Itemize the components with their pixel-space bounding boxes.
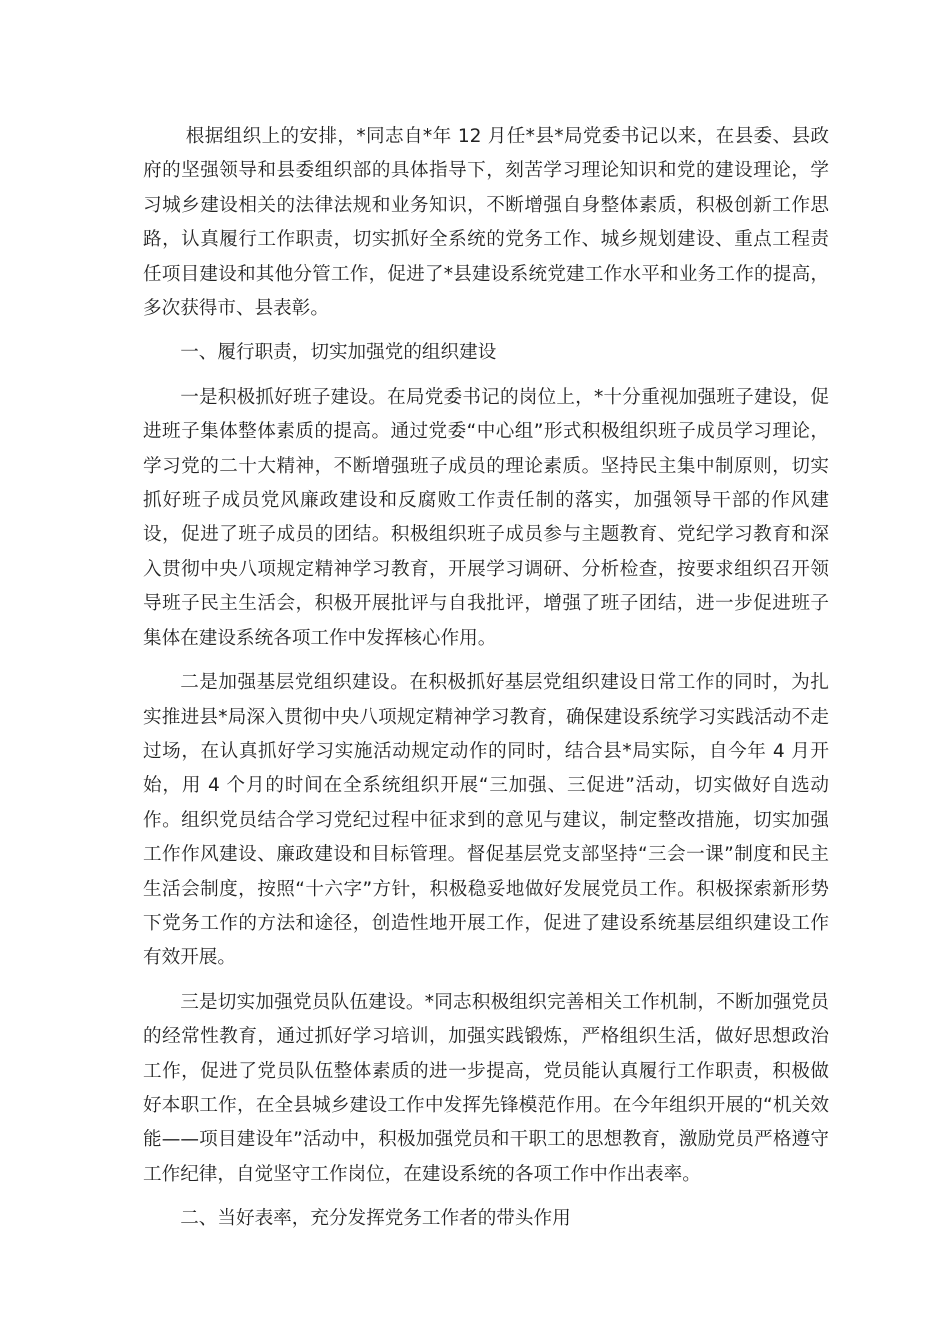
section-heading-2: 二、当好表率，充分发挥党务工作者的带头作用 <box>180 1208 571 1230</box>
body-paragraph-leadership: 一是积极抓好班子建设。在局党委书记的岗位上，*十分重视加强班子建设，促进班子集体整体素质的提高。通过党委“中心组”形式积极组织班子成员学习理论，学习党的二十大精神，不断增强班子成员的理论素质。坚持民主集中制原则，切实抓好班子成员党风廉政建设和反腐败工作责任制的落实，加强领导干部的作风建设，促进了班子成员的团结。积极组织班子成员参与主题教育、党纪学习教育和深入贯彻中央八项规定精神学习教育，开展学习调研、分析检查，按要求组织召开领导班子民主生活会，积极开展批评与自我批评，增强了班子团结，进一步促进班子集体在建设系统各项工作中发挥核心作用。 <box>143 386 829 649</box>
document-body <box>143 120 829 1247</box>
section-heading-1: 一、履行职责，切实加强党的组织建设 <box>180 342 497 364</box>
body-paragraph-grassroots: 二是加强基层党组织建设。在积极抓好基层党组织建设日常工作的同时，为扎实推进县*局深入贯彻中央八项规定精神学习教育，确保建设系统学习实践活动不走过场，在认真抓好学习实施活动规定动作的同时，结合县*局实际，自今年 4 月开始，用 4 个月的时间在全系统组织开展“三加强、三促进”活动，切实做好自选动作。组织党员结合学习党纪过程中征求到的意见与建议，制定整改措施，切实加强工作作风建设、廉政建设和目标管理。督促基层党支部坚持“三会一课”制度和民主生活会制度，按照“十六字”方针，积极稳妥地做好发展党员工作。积极探索新形势下党务工作的方法和途径，创造性地开展工作，促进了建设系统基层组织建设工作有效开展。 <box>143 672 829 969</box>
intro-paragraph: 根据组织上的安排，*同志自*年 12 月任*县*局党委书记以来，在县委、县政府的坚强领导和县委组织部的具体指导下，刻苦学习理论知识和党的建设理论，学习城乡建设相关的法律法规和业务知识，不断增强自身整体素质，积极创新工作思路，认真履行工作职责，切实抓好全系统的党务工作、城乡规划建设、重点工程责任项目建设和其他分管工作，促进了*县建设系统党建工作水平和业务工作的提高，多次获得市、县表彰。 <box>143 126 829 320</box>
body-paragraph-members: 三是切实加强党员队伍建设。*同志积极组织完善相关工作机制，不断加强党员的经常性教育，通过抓好学习培训，加强实践锻炼，严格组织生活，做好思想政治工作，促进了党员队伍整体素质的进一步提高，党员能认真履行工作职责，积极做好本职工作，在全县城乡建设工作中发挥先锋模范作用。在今年组织开展的“机关效能——项目建设年”活动中，积极加强党员和干职工的思想教育，激励党员严格遵守工作纪律，自觉坚守工作岗位，在建设系统的各项工作中作出表率。 <box>143 991 829 1185</box>
